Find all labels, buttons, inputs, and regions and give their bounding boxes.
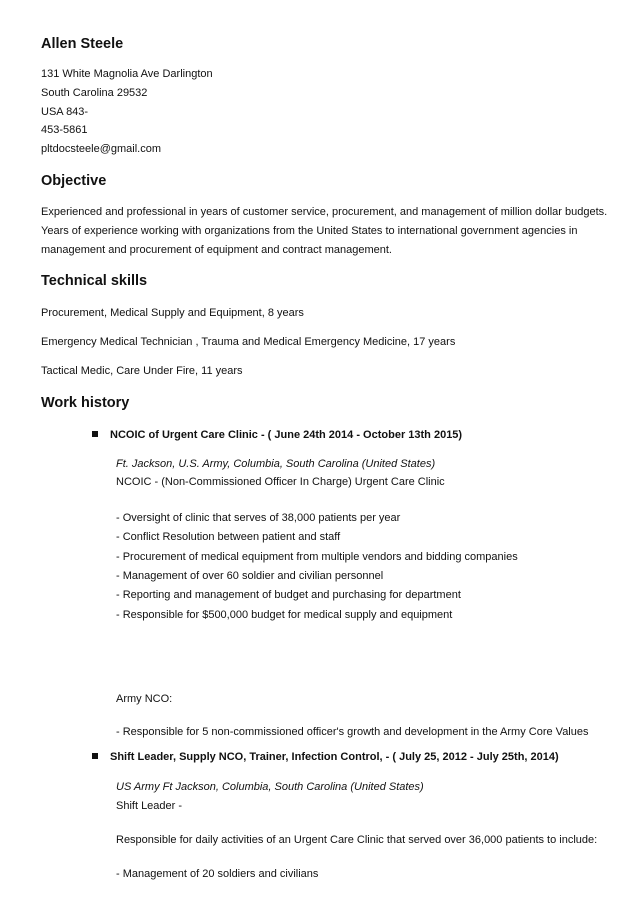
job-location-2: US Army Ft Jackson, Columbia, South Carolina (United States) xyxy=(116,781,424,793)
job-duty: - Management of over 60 soldier and civilian personnel xyxy=(116,570,384,582)
job-duty: - Responsible for $500,000 budget for medical supply and equipment xyxy=(116,609,453,621)
objective-text: Experienced and professional in years of customer service, procurement, and management of million dollar budgets. Years of experience working with organizations from the United States to international government agencies in management and procurement of equipment and contract management. xyxy=(41,206,608,256)
contact-line-country: USA 843- xyxy=(41,106,89,118)
job-location-1: Ft. Jackson, U.S. Army, Columbia, South Carolina (United States) xyxy=(116,458,436,470)
job-title-1: NCOIC of Urgent Care Clinic - ( June 24th 2014 - October 13th 2015) xyxy=(92,429,462,441)
contact-line-address: 131 White Magnolia Ave Darlington xyxy=(41,68,213,80)
job-role-1: NCOIC - (Non-Commissioned Officer In Charge) Urgent Care Clinic xyxy=(116,476,445,488)
job-duty: - Conflict Resolution between patient and staff xyxy=(116,531,341,543)
job-sub-role-1: Army NCO: xyxy=(116,693,173,705)
work-history-heading: Work history xyxy=(41,395,130,411)
objective-heading: Objective xyxy=(41,173,107,189)
skills-heading: Technical skills xyxy=(41,273,148,289)
resume-name: Allen Steele xyxy=(41,36,124,52)
job-duty: - Reporting and management of budget and purchasing for department xyxy=(116,589,461,601)
job-duty: - Oversight of clinic that serves of 38,000 patients per year xyxy=(116,512,401,524)
job-title-2: Shift Leader, Supply NCO, Trainer, Infection Control, - ( July 25, 2012 - July 25th, 2014) xyxy=(92,751,559,763)
skill-item: Emergency Medical Technician , Trauma and Medical Emergency Medicine, 17 years xyxy=(41,336,456,348)
job-summary-2: Responsible for daily activities of an Urgent Care Clinic that served over 36,000 patients to include: xyxy=(116,834,598,846)
job-duty-2: - Management of 20 soldiers and civilians xyxy=(116,868,319,880)
contact-line-email: pltdocsteele@gmail.com xyxy=(41,143,161,155)
contact-line-state: South Carolina 29532 xyxy=(41,87,148,99)
bullet-square-icon xyxy=(92,753,98,759)
contact-line-phone: 453-5861 xyxy=(41,124,88,136)
skill-item: Procurement, Medical Supply and Equipment, 8 years xyxy=(41,307,304,319)
skill-item: Tactical Medic, Care Under Fire, 11 years xyxy=(41,365,243,377)
job-sub-duty-1: - Responsible for 5 non-commissioned officer's growth and development in the Army Core Values xyxy=(116,726,589,738)
bullet-square-icon xyxy=(92,431,98,437)
job-duty: - Procurement of medical equipment from multiple vendors and bidding companies xyxy=(116,551,518,563)
job-role-2: Shift Leader - xyxy=(116,800,183,812)
